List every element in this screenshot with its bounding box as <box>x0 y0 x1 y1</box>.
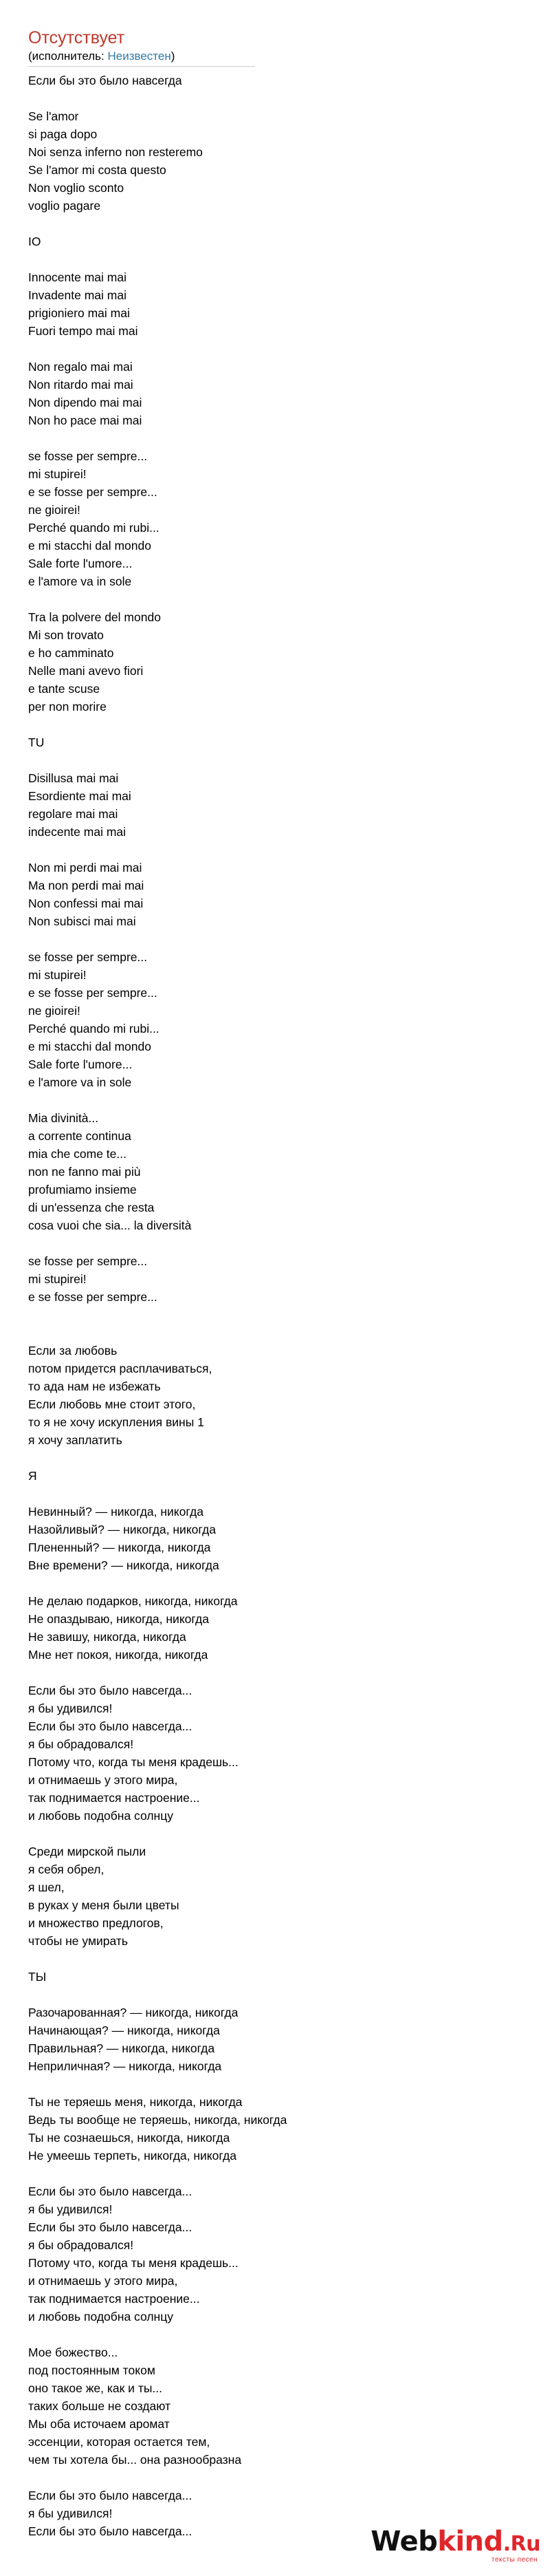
lyrics-line: Мы оба источаем аромат <box>28 2417 170 2431</box>
lyrics-line: Разочарованная? — никогда, никогда <box>28 2006 239 2019</box>
lyrics-line: Если бы это было навсегда... <box>28 2185 192 2198</box>
lyrics-line: Invadente mai mai <box>28 288 126 302</box>
lyrics-blank-line <box>28 2075 523 2093</box>
lyrics-line: ТЫ <box>28 1970 47 1984</box>
lyrics-line: IO <box>28 235 41 248</box>
lyrics-line: Если бы это было навсегда <box>28 74 182 87</box>
lyrics-blank-line <box>28 429 523 447</box>
lyrics-line: e l'amore va in sole <box>28 575 132 588</box>
lyrics-blank-line <box>28 1234 523 1252</box>
artist-line <box>28 50 175 63</box>
lyrics-line: e tante scuse <box>28 682 100 696</box>
lyrics-line: Не опаздываю, никогда, никогда <box>28 1612 209 1626</box>
song-title: Отсутствует <box>28 28 125 47</box>
lyrics-line: Fuori tempo mai mai <box>28 324 138 338</box>
lyrics-text <box>28 72 523 2540</box>
lyrics-line: se fosse per sempre... <box>28 449 148 463</box>
lyrics-line: prigioniero mai mai <box>28 306 130 320</box>
lyrics-blank-line <box>28 215 523 233</box>
lyrics-line: Не умеешь терпеть, никогда, никогда <box>28 2149 236 2162</box>
lyrics-blank-line <box>28 1306 523 1324</box>
lyrics-blank-line <box>28 590 523 608</box>
lyrics-line: Non voglio sconto <box>28 181 124 195</box>
webkind-logo[interactable] <box>371 2528 540 2564</box>
lyrics-line: Вне времени? — никогда, никогда <box>28 1558 219 1572</box>
lyrics-line: regolare mai mai <box>28 807 118 821</box>
lyrics-line: mi stupirei! <box>28 968 87 982</box>
lyrics-line: Мое божество... <box>28 2346 118 2359</box>
logo-tagline: тексты песен <box>491 2556 538 2564</box>
logo-ru-text: .Ru <box>503 2532 540 2556</box>
lyrics-line: Sale forte l'umore... <box>28 557 133 570</box>
lyrics-line: Неприличная? — никогда, никогда <box>28 2059 222 2073</box>
lyrics-line: Non confessi mai mai <box>28 897 144 910</box>
lyrics-line: Потому что, когда ты меня крадешь... <box>28 2256 239 2270</box>
lyrics-line: так поднимается настроение... <box>28 1791 200 1805</box>
lyrics-blank-line <box>28 2165 523 2182</box>
lyrics-line: то ада нам не избежать <box>28 1380 161 1393</box>
lyrics-line: e mi stacchi dal mondo <box>28 539 151 552</box>
lyrics-line: mi stupirei! <box>28 1272 87 1286</box>
lyrics-line: Мне нет покоя, никогда, никогда <box>28 1648 208 1662</box>
lyrics-line: profumiamo insieme <box>28 1183 137 1196</box>
lyrics-line: se fosse per sempre... <box>28 1254 148 1268</box>
lyrics-line: Правильная? — никогда, никогда <box>28 2041 215 2055</box>
lyrics-line: si paga dopo <box>28 127 98 141</box>
lyrics-line: Non mi perdi mai mai <box>28 861 142 874</box>
lyrics-line: Non ho pace mai mai <box>28 414 142 427</box>
lyrics-line: Disillusa mai mai <box>28 771 119 785</box>
lyrics-line: Потому что, когда ты меня крадешь... <box>28 1755 239 1769</box>
lyrics-blank-line <box>28 1091 523 1109</box>
lyrics-line: e se fosse per sempre... <box>28 1290 157 1304</box>
lyrics-line: Ты не теряешь меня, никогда, никогда <box>28 2095 243 2109</box>
lyrics-line: Если бы это было навсегда... <box>28 2489 192 2502</box>
lyrics-line: потом придется расплачиваться, <box>28 1362 212 1375</box>
lyrics-blank-line <box>28 89 523 107</box>
lyrics-line: эссенции, которая остается тем, <box>28 2435 210 2449</box>
lyrics-line: Не делаю подарков, никогда, никогда <box>28 1594 238 1608</box>
lyrics-line: и любовь подобна солнцу <box>28 1809 173 1823</box>
logo-web-text: Web <box>371 2526 438 2557</box>
logo-wordmark <box>371 2528 540 2555</box>
lyrics-line: Sale forte l'umore... <box>28 1058 133 1071</box>
lyrics-line: Плененный? — никогда, никогда <box>28 1541 211 1554</box>
lyrics-line: Если бы это было навсегда... <box>28 2524 192 2538</box>
lyrics-line: cosa vuoi che sia... la diversità <box>28 1219 192 1232</box>
lyrics-blank-line <box>28 340 523 358</box>
lyrics-line: Non regalo mai mai <box>28 360 133 374</box>
lyrics-line: и отнимаешь у этого мира, <box>28 1773 178 1787</box>
lyrics-blank-line <box>28 2326 523 2343</box>
lyrics-line: Innocente mai mai <box>28 270 126 284</box>
lyrics-line: e se fosse per sempre... <box>28 986 157 1000</box>
lyrics-line: Non ritardo mai mai <box>28 378 133 391</box>
lyrics-line: voglio pagare <box>28 199 101 213</box>
lyrics-line: Я <box>28 1469 37 1483</box>
lyrics-line: per non morire <box>28 700 107 713</box>
lyrics-blank-line <box>28 841 523 859</box>
lyrics-line: я хочу заплатить <box>28 1433 122 1447</box>
lyrics-line: Nelle mani avevo fiori <box>28 664 144 678</box>
lyrics-blank-line <box>28 930 523 948</box>
lyrics-line: ne gioirei! <box>28 1004 80 1018</box>
lyrics-line: под постоянным током <box>28 2363 155 2377</box>
lyrics-line: я бы удивился! <box>28 1702 113 1715</box>
lyrics-line: e se fosse per sempre... <box>28 485 157 499</box>
artist-suffix: ) <box>170 50 175 63</box>
lyrics-blank-line <box>28 1449 523 1467</box>
lyrics-line: se fosse per sempre... <box>28 950 148 964</box>
lyrics-blank-line <box>28 751 523 769</box>
lyrics-line: и множество предлогов, <box>28 1916 164 1930</box>
lyrics-line: Esordiente mai mai <box>28 789 131 803</box>
title-divider <box>28 66 255 67</box>
logo-kind-text: kind <box>437 2526 503 2557</box>
lyrics-blank-line <box>28 2469 523 2487</box>
lyrics-blank-line <box>28 1574 523 1592</box>
lyrics-line: и отнимаешь у этого мира, <box>28 2274 178 2288</box>
lyrics-line: оно такое же, как и ты... <box>28 2381 162 2395</box>
lyrics-line: то я не хочу искупления вины 1 <box>28 1415 204 1429</box>
lyrics-line: Non subisci mai mai <box>28 914 136 928</box>
lyrics-line: Назойливый? — никогда, никогда <box>28 1523 216 1536</box>
lyrics-line: чтобы не умирать <box>28 1934 128 1948</box>
lyrics-line: ne gioirei! <box>28 503 80 517</box>
lyrics-line: Mia divinità... <box>28 1111 99 1125</box>
lyrics-line: Se l'amor mi costa questo <box>28 163 166 177</box>
lyrics-line: я бы удивился! <box>28 2507 113 2520</box>
lyrics-line: Perché quando mi rubi... <box>28 1022 160 1035</box>
lyrics-line: чем ты хотела бы... она разнообразна <box>28 2453 242 2467</box>
lyrics-line: Среди мирской пыли <box>28 1845 146 1858</box>
lyrics-line: Если бы это было навсегда... <box>28 2220 192 2234</box>
lyrics-blank-line <box>28 1664 523 1682</box>
lyrics-line: таких больше не создают <box>28 2399 171 2413</box>
lyrics-line: mia che come te... <box>28 1147 126 1161</box>
lyrics-line: Se l'amor <box>28 109 79 123</box>
lyrics-line: Если бы это было навсегда... <box>28 1719 192 1733</box>
lyrics-blank-line <box>28 1986 523 2004</box>
lyrics-line: Ведь ты вообще не теряешь, никогда, никогда <box>28 2113 287 2127</box>
lyrics-line: Noi senza inferno non resteremo <box>28 145 203 159</box>
lyrics-line: я бы обрадовался! <box>28 1737 134 1751</box>
lyrics-line: Невинный? — никогда, никогда <box>28 1505 204 1518</box>
lyrics-line: Не завишу, никогда, никогда <box>28 1630 186 1644</box>
artist-link[interactable]: Неизвестен <box>107 50 171 63</box>
lyrics-line: Ты не сознаешься, никогда, никогда <box>28 2131 230 2145</box>
lyrics-line: Non dipendo mai mai <box>28 396 142 409</box>
lyrics-line: Начинающая? — никогда, никогда <box>28 2024 220 2037</box>
lyrics-line: я шел, <box>28 1880 65 1894</box>
lyrics-blank-line <box>28 1485 523 1503</box>
lyrics-line: indecente mai mai <box>28 825 126 839</box>
lyrics-line: e mi stacchi dal mondo <box>28 1040 151 1053</box>
artist-prefix: (исполнитель: <box>28 50 108 63</box>
lyrics-line: я себя обрел, <box>28 1863 104 1876</box>
lyrics-line: Если бы это было навсегда... <box>28 1684 192 1697</box>
lyrics-blank-line <box>28 1950 523 1968</box>
lyrics-line: Mi son trovato <box>28 628 104 642</box>
lyrics-line: e ho camminato <box>28 646 114 660</box>
lyrics-line: Если любовь мне стоит этого, <box>28 1397 196 1411</box>
lyrics-line: я бы обрадовался! <box>28 2238 134 2252</box>
lyrics-blank-line <box>28 1324 523 1342</box>
lyrics-line: Tra la polvere del mondo <box>28 610 161 624</box>
lyrics-line: mi stupirei! <box>28 467 87 481</box>
lyrics-line: Если за любовь <box>28 1344 118 1357</box>
lyrics-line: я бы удивился! <box>28 2202 113 2216</box>
lyrics-blank-line <box>28 716 523 733</box>
lyrics-line: di un'essenza che resta <box>28 1201 155 1214</box>
lyrics-line: a corrente continua <box>28 1129 131 1143</box>
lyrics-line: так поднимается настроение... <box>28 2292 200 2306</box>
lyrics-line: и любовь подобна солнцу <box>28 2310 173 2323</box>
lyrics-blank-line <box>28 1825 523 1843</box>
lyrics-line: в руках у меня были цветы <box>28 1898 179 1912</box>
lyrics-line: TU <box>28 736 45 749</box>
lyrics-blank-line <box>28 250 523 268</box>
lyrics-line: non ne fanno mai più <box>28 1165 141 1179</box>
lyrics-line: e l'amore va in sole <box>28 1075 132 1089</box>
lyrics-line: Perché quando mi rubi... <box>28 521 160 535</box>
lyrics-line: Ma non perdi mai mai <box>28 879 144 892</box>
